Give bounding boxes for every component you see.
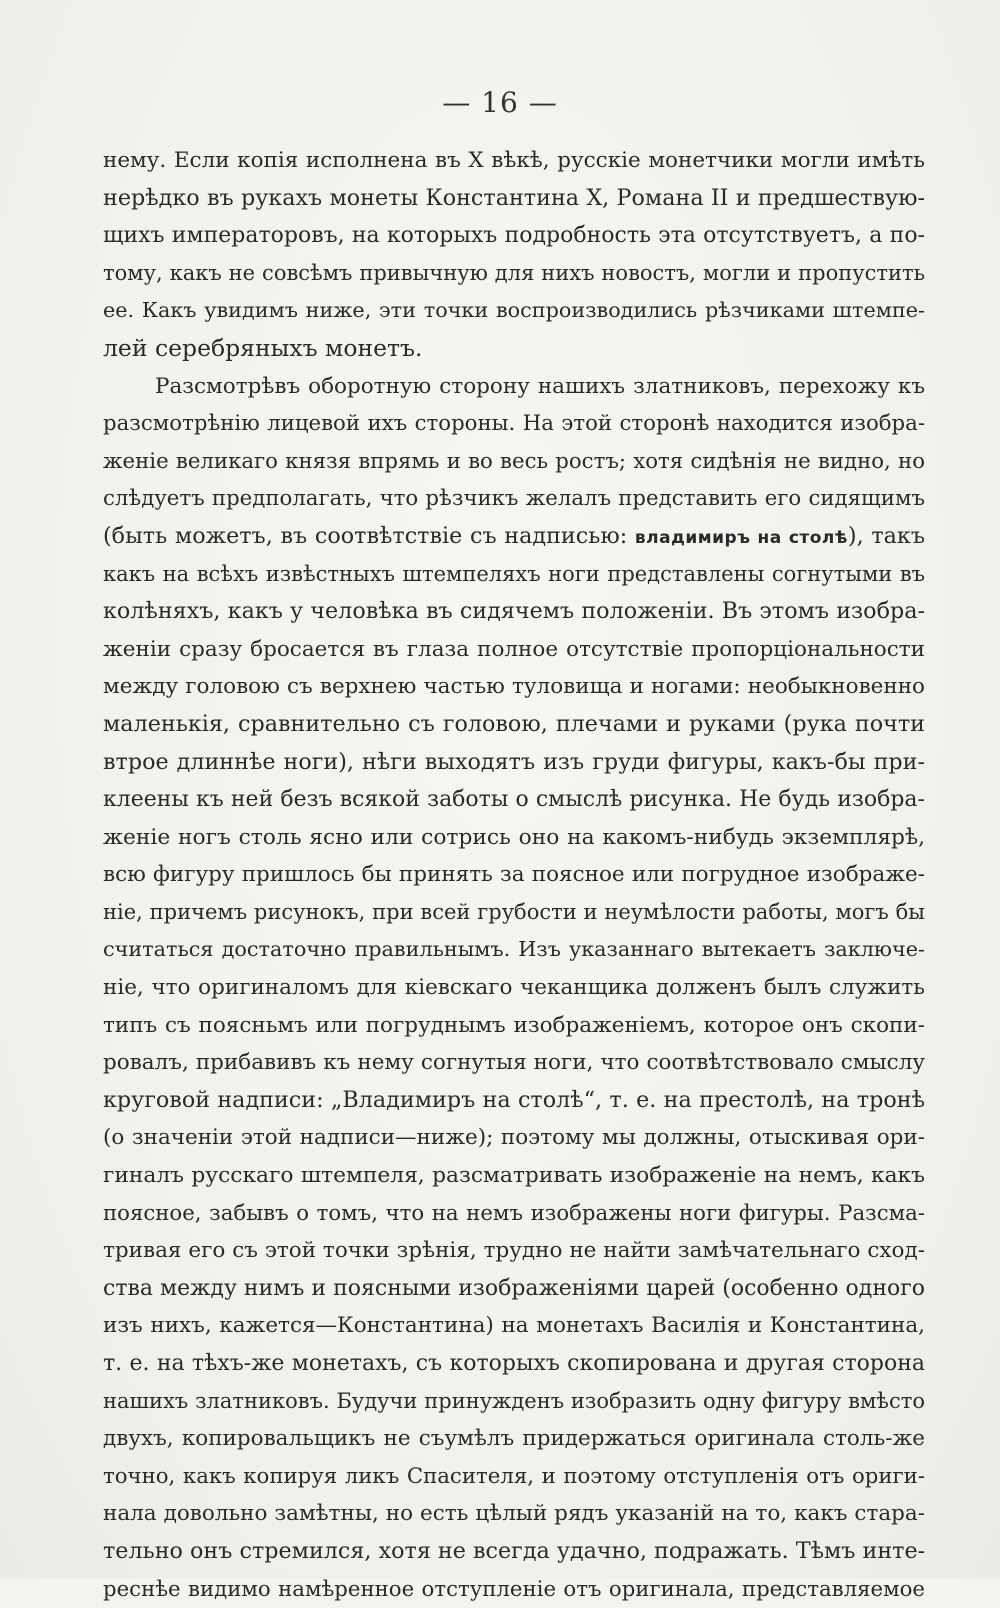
text-line: реснѣе видимо намѣренное отступленіе отъ оригинала, представляемое bbox=[103, 1576, 925, 1602]
text-line: ее. Какъ увидимъ ниже, эти точки воспроизводились рѣзчиками штемпе- bbox=[103, 298, 925, 323]
text-line: изъ нихъ, кажется—Константина) на монетахъ Василія и Константина, bbox=[103, 1313, 925, 1339]
text-line: поясное, забывъ о томъ, что на немъ изображены ноги фигуры. Разсма- bbox=[103, 1200, 925, 1226]
text-line: клеены къ ней безъ всякой заботы о смыслѣ рисунка. Не будь изобра- bbox=[103, 787, 925, 813]
text-line: ніе, что оригиналомъ для кіевскаго чеканщика долженъ былъ служить bbox=[103, 975, 925, 1001]
text-line: тому, какъ не совсѣмъ привычную для нихъ новостъ, могли и пропустить bbox=[103, 260, 925, 285]
text-line: тривая его съ этой точки зрѣнія, трудно не найти замѣчательнаго сход- bbox=[103, 1238, 925, 1264]
text-line: разсмотрѣнію лицевой ихъ стороны. На этой сторонѣ находится изобра- bbox=[103, 411, 925, 437]
text-line: женіи сразу бросается въ глаза полное отсутствіе пропорціональности bbox=[103, 636, 925, 662]
text-line: женіе великаго князя впрямь и во весь ростъ; хотя сидѣнія не видно, но bbox=[103, 448, 925, 474]
text-line: тельно онъ стремился, хотя не всегда удачно, подражать. Тѣмъ инте- bbox=[103, 1537, 926, 1564]
text-line: гиналъ русскаго штемпеля, разсматривать изображеніе на немъ, какъ bbox=[103, 1163, 925, 1189]
text-line-with-inscription bbox=[103, 518, 925, 556]
text-line: типъ съ поясньмъ или погруднымъ изображеніемъ, которое онъ скопи- bbox=[103, 1012, 925, 1038]
text-line: щихъ императоровъ, на которыхъ подробность эта отсутствуетъ, а по- bbox=[103, 223, 925, 249]
text-line: колѣняхъ, какъ у человѣка въ сидячемъ положеніи. Въ этомъ изобра- bbox=[103, 598, 925, 625]
text-line: втрое длиннѣе ноги), нѣги выходятъ изъ груди фигуры, какъ-бы при- bbox=[103, 748, 925, 775]
page-number: — 16 — bbox=[442, 86, 558, 119]
text-line: слѣдуетъ предполагать, что рѣзчикъ желалъ представить его сидящимъ bbox=[103, 486, 925, 512]
text-line: круговой надписи: „Владимиръ на столѣ“, т. е. на престолѣ, на тронѣ bbox=[103, 1086, 925, 1113]
old-slavonic-inscription: владимиръ на столѣ bbox=[634, 527, 848, 548]
text-line: ства между нимъ и поясными изображеніями царей (особенно одного bbox=[103, 1275, 925, 1301]
text-line: всю фигуру пришлось бы принять за поясное или погрудное изображе- bbox=[103, 862, 925, 888]
text-line: нашихъ златниковъ. Будучи принужденъ изобразить одну фигуру вмѣсто bbox=[103, 1388, 925, 1413]
text-line: нала довольно замѣтны, но есть цѣлый рядъ указаній на то, какъ стара- bbox=[103, 1501, 925, 1527]
text-line: двухъ, копировальщикъ не съумѣлъ придержаться оригинала столь-же bbox=[103, 1426, 925, 1452]
text-line: ровалъ, прибавивъ къ нему согнутыя ноги, что соотвѣтствовало смыслу bbox=[103, 1050, 925, 1076]
text-line: какъ на всѣхъ извѣстныхъ штемпеляхъ ноги представлены согнутыми въ bbox=[103, 561, 925, 586]
text-line: точно, какъ копируя ликъ Спасителя, и поэтому отступленія отъ ориги- bbox=[103, 1463, 925, 1489]
text-line: считаться достаточно правильнымъ. Изъ указаннаго вытекаетъ заключе- bbox=[103, 937, 925, 962]
text-line: лей серебряныхъ монетъ. bbox=[103, 333, 423, 362]
text-line: т. е. на тѣхъ-же монетахъ, съ которыхъ скопирована и другая сторона bbox=[103, 1351, 925, 1376]
text-line: (о значеніи этой надписи—ниже); поэтому мы должны, отыскивая ори- bbox=[103, 1125, 925, 1151]
text-line: женіе ногъ столь ясно или сотрись оно на какомъ-нибудь экземплярѣ, bbox=[103, 824, 925, 850]
text-line: нему. Если копія исполнена въ X вѣкѣ, русскіе монетчики могли имѣть bbox=[103, 148, 925, 173]
text-fragment: ), такъ bbox=[847, 522, 925, 549]
text-line: между головою съ верхнею частью туловища и ногами: необыкновенно bbox=[103, 674, 925, 700]
text-line: нерѣдко въ рукахъ монеты Константина X, Романа II и предшествую- bbox=[103, 184, 925, 211]
text-line: ніе, причемъ рисунокъ, при всей грубости и неумѣлости работы, могъ бы bbox=[103, 899, 925, 924]
body-text bbox=[103, 142, 925, 1608]
text-line: маленькія, сравнительно съ головою, плечами и руками (рука почти bbox=[103, 710, 925, 737]
text-line: Разсмотрѣвъ оборотную сторону нашихъ златниковъ, перехожу къ bbox=[155, 373, 925, 399]
text-fragment: (быть можетъ, въ соотвѣтствіе съ надписью: bbox=[103, 522, 635, 549]
